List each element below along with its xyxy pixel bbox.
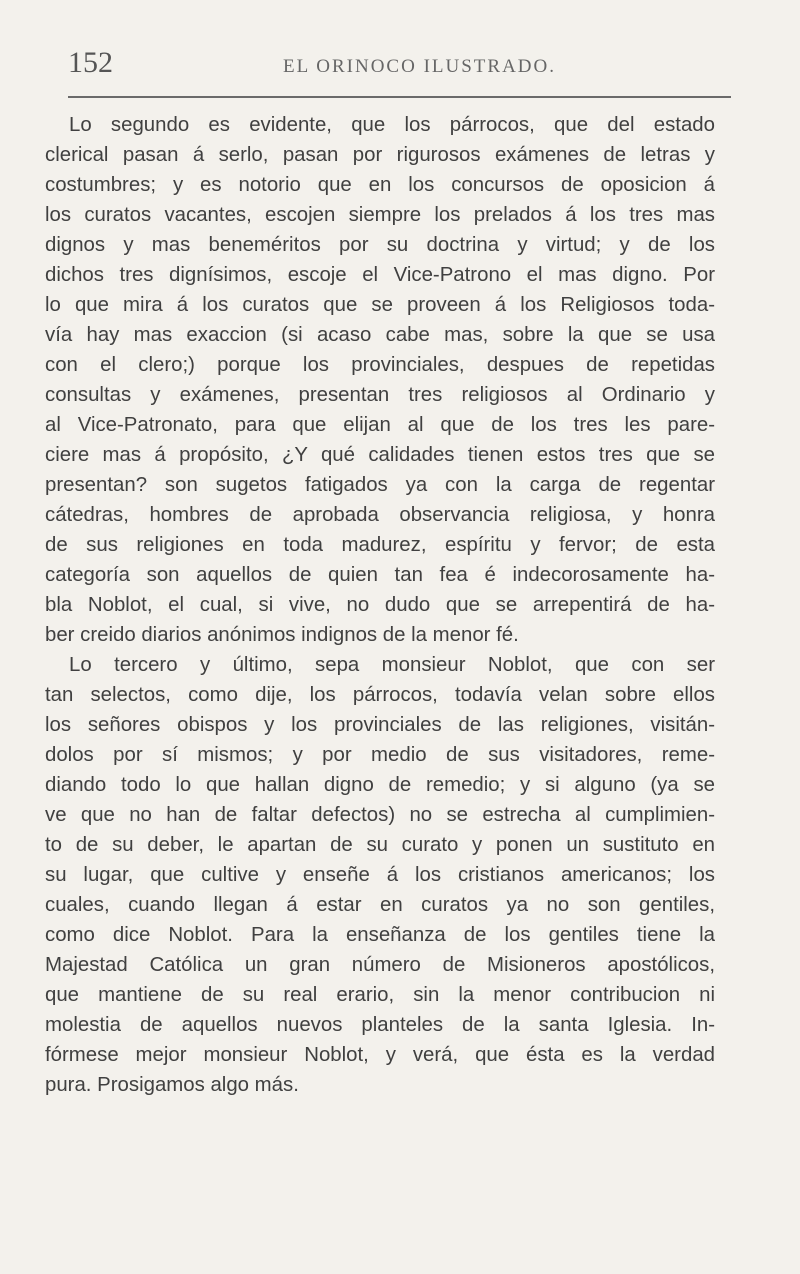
text-line: diando todo lo que hallan digno de remedio; y si alguno (ya se <box>45 774 715 796</box>
text-line: ber creido diarios anónimos indignos de la menor fé. <box>45 624 519 646</box>
text-line: ciere mas á propósito, ¿Y qué calidades tienen estos tres que se <box>45 444 715 466</box>
paragraph <box>45 650 715 1100</box>
text-line: molestia de aquellos nuevos planteles de la santa Iglesia. In- <box>45 1014 715 1036</box>
text-line: to de su deber, le apartan de su curato y ponen un sustituto en <box>45 834 715 856</box>
text-line: como dice Noblot. Para la enseñanza de los gentiles tiene la <box>45 924 715 946</box>
text-line: clerical pasan á serlo, pasan por rigurosos exámenes de letras y <box>45 144 715 166</box>
page-number: 152 <box>68 46 113 79</box>
text-line: dignos y mas beneméritos por su doctrina y virtud; y de los <box>45 234 715 256</box>
text-line: dolos por sí mismos; y por medio de sus visitadores, reme- <box>45 744 715 766</box>
running-title: EL ORINOCO ILUSTRADO. <box>283 56 556 77</box>
text-line: presentan? son sugetos fatigados ya con la carga de regentar <box>45 474 715 496</box>
text-line: cuales, cuando llegan á estar en curatos ya no son gentiles, <box>45 894 715 916</box>
text-line: los curatos vacantes, escojen siempre los prelados á los tres mas <box>45 204 715 226</box>
text-line: los señores obispos y los provinciales de las religiones, visitán- <box>45 714 715 736</box>
text-line: ve que no han de faltar defectos) no se estrecha al cumplimien- <box>45 804 715 826</box>
page-header <box>68 46 728 86</box>
text-line: tan selectos, como dije, los párrocos, todavía velan sobre ellos <box>45 684 715 706</box>
text-line: bla Noblot, el cual, si vive, no dudo que se arrepentirá de ha- <box>45 594 715 616</box>
text-line: consultas y exámenes, presentan tres religiosos al Ordinario y <box>45 384 715 406</box>
text-line: al Vice-Patronato, para que elijan al que de los tres les pare- <box>45 414 715 436</box>
text-line: que mantiene de su real erario, sin la menor contribucion ni <box>45 984 715 1006</box>
text-line: cátedras, hombres de aprobada observancia religiosa, y honra <box>45 504 715 526</box>
text-line: lo que mira á los curatos que se proveen á los Religiosos toda- <box>45 294 715 316</box>
text-line: de sus religiones en toda madurez, espíritu y fervor; de esta <box>45 534 715 556</box>
text-line: con el clero;) porque los provinciales, despues de repetidas <box>45 354 715 376</box>
text-line: dichos tres dignísimos, escoje el Vice-Patrono el mas digno. Por <box>45 264 715 286</box>
text-line: Majestad Católica un gran número de Misioneros apostólicos, <box>45 954 715 976</box>
text-line: fórmese mejor monsieur Noblot, y verá, que ésta es la verdad <box>45 1044 715 1066</box>
paragraph <box>45 110 715 650</box>
text-line: categoría son aquellos de quien tan fea é indecorosamente ha- <box>45 564 715 586</box>
text-line: pura. Prosigamos algo más. <box>45 1074 299 1096</box>
text-line: Lo segundo es evidente, que los párrocos, que del estado <box>69 114 715 136</box>
text-line: su lugar, que cultive y enseñe á los cristianos americanos; los <box>45 864 715 886</box>
text-line: Lo tercero y último, sepa monsieur Noblot, que con ser <box>69 654 715 676</box>
text-line: vía hay mas exaccion (si acaso cabe mas, sobre la que se usa <box>45 324 715 346</box>
header-rule <box>68 96 731 98</box>
text-line: costumbres; y es notorio que en los concursos de oposicion á <box>45 174 715 196</box>
body-text <box>45 110 715 1100</box>
